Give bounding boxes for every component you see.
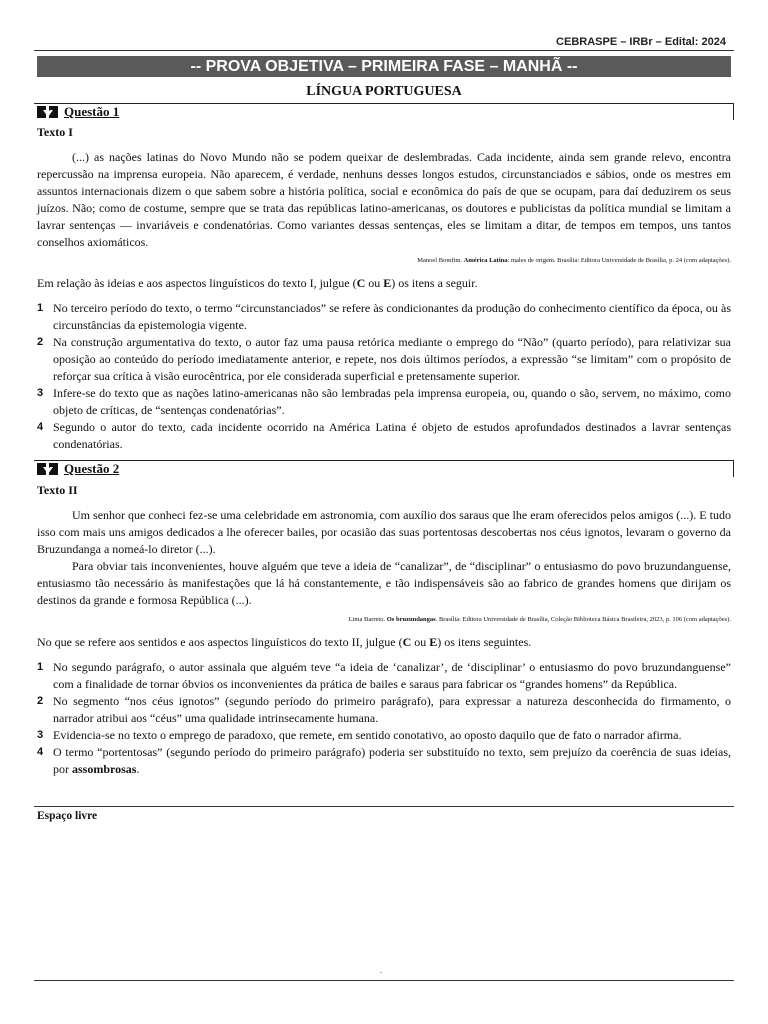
list-item: 3 Evidencia-se no texto o emprego de paradoxo, que remete, em sentido conotativo, ao oposto daquilo que de fato o narrador afirma. (37, 728, 682, 742)
footer-divider (34, 980, 734, 981)
question-2-body (37, 482, 731, 778)
list-item: 4 O termo “portentosas” (segundo período do primeiro parágrafo) poderia ser substituído no texto, sem prejuízo da coerência de suas ideias, por assombrosas. (37, 745, 731, 776)
text-1-title: Texto I (37, 125, 73, 139)
question-1-prompt: Em relação às ideias e aos aspectos linguísticos do texto I, julgue (C ou E) os itens a seguir. (37, 276, 478, 290)
question-1-items (37, 300, 731, 453)
question-2-prompt: No que se refere aos sentidos e aos aspectos linguísticos do texto II, julgue (C ou E) os itens seguintes. (37, 635, 532, 649)
question-marker-icon (37, 106, 59, 118)
list-item: 2 Na construção argumentativa do texto, o autor faz uma pausa retórica mediante o emprego do “Não” (quarto período), para relativizar sua oposição ao conteúdo do período imediatamente anterior, e repete, nos dois últimos períodos, a expressão “se limitam” com o propósito de reforçar sua crítica à visão eurocêntrica, por ele considerada superficial e pretensamente superior. (37, 335, 731, 383)
text-2-source: Lima Barreto. Os bruzundangas. Brasília: Editora Universidade de Brasília, Coleção Biblioteca Básica Brasileira, 2023, p. 106 (com adaptações). (348, 616, 731, 623)
header-divider (34, 50, 734, 51)
exam-banner: -- PROVA OBJETIVA – PRIMEIRA FASE – MANHÃ -- (37, 56, 731, 77)
question-1-header (34, 103, 734, 120)
list-item: 4 Segundo o autor do texto, cada incidente ocorrido na América Latina é objeto de estudos aprofundados destinados a lavrar sentenças condenatórias. (37, 420, 731, 451)
question-2-items (37, 659, 731, 778)
question-1-label: Questão 1 (64, 104, 120, 119)
list-item: 3 Infere-se do texto que as nações latino-americanas não são lembradas pela imprensa europeia, ou, quando o são, servem, no máximo, como objeto de críticas, de “sentenças condenatórias”. (37, 386, 731, 417)
text-2-paragraph-2: Para obviar tais inconvenientes, houve alguém que teve a ideia de “canalizar”, de “disciplinar” o entusiasmo do povo bruzundanguense, entusiasmo tão necessário às manifestações que lá há constantemente, e tão indispensáveis são ao fabrico de grandes homens que dirijam os destinos da grande e formosa República (...). (37, 559, 731, 607)
text-1-paragraph: (...) as nações latinas do Novo Mundo não se podem queixar de deslembradas. Cada incidente, ainda sem grande relevo, encontra repercussão na imprensa europeia. Não aparecem, é verdade, nenhuns desses longos estudos, circunstanciados e sábios, onde os mestres em assuntos internacionais dizem o que sabem sobre a história política, social e econômica do país de que se ocupam, para daí deduzirem os seus juízos. Não; como de costume, sempre que se trata das repúblicas latino-americanas, os doutores e publicistas da política mundial se limitam a lavrar sentenças — invariáveis e condenatórias. Como variantes dessas sentenças, eles se limitam a ditar, de tempos em tempos, uns tantos conselhos axiomáticos. (37, 150, 731, 249)
question-2-header (34, 460, 734, 477)
exam-info: CEBRASPE – IRBr – Edital: 2024 (556, 36, 726, 48)
text-2-paragraph-1: Um senhor que conheci fez-se uma celebridade em astronomia, com auxílio dos saraus que lhe eram oferecidos pelos amigos (...). E tudo isso com mais uns amigos dedicados a lhe oferecer bailes, por ocasião das suas portentosas descobertas nos céus ignotos, levaram o governo da Bruzundanga a nomeá-lo diretor (...). (37, 508, 731, 556)
text-2-title: Texto II (37, 483, 78, 497)
list-item: 1 No segundo parágrafo, o autor assinala que alguém teve “a ideia de ‘canalizar’, de ‘disciplinar’ o entusiasmo do povo bruzundanguense” com a finalidade de tornar óbvios os inconvenientes da prática de bailes e saraus para fabricar os “grandes homens” da República. (37, 660, 731, 691)
free-space-label: Espaço livre (37, 810, 98, 822)
footer-mark: . (380, 966, 382, 975)
list-item: 2 No segmento “nos céus ignotos” (segundo período do primeiro parágrafo), para expressar a natureza desconhecida do firmamento, o narrador atribui aos “céus” uma qualidade intrinsecamente humana. (37, 694, 731, 725)
subject-title: LÍNGUA PORTUGUESA (306, 84, 462, 99)
text-1-source: Manoel Bomfim. América Latina: males de origem. Brasília: Editora Universidade de Brasília, p. 24 (com adaptações). (417, 257, 731, 264)
question-1-body (37, 124, 731, 453)
list-item: 1 No terceiro período do texto, o termo “circunstanciados” se refere às condicionantes da produção do conhecimento científico da época, ou às circunstâncias da epistemologia vigente. (37, 301, 731, 332)
question-2-label: Questão 2 (64, 461, 120, 476)
free-space-divider (34, 806, 734, 807)
question-marker-icon (37, 463, 59, 475)
